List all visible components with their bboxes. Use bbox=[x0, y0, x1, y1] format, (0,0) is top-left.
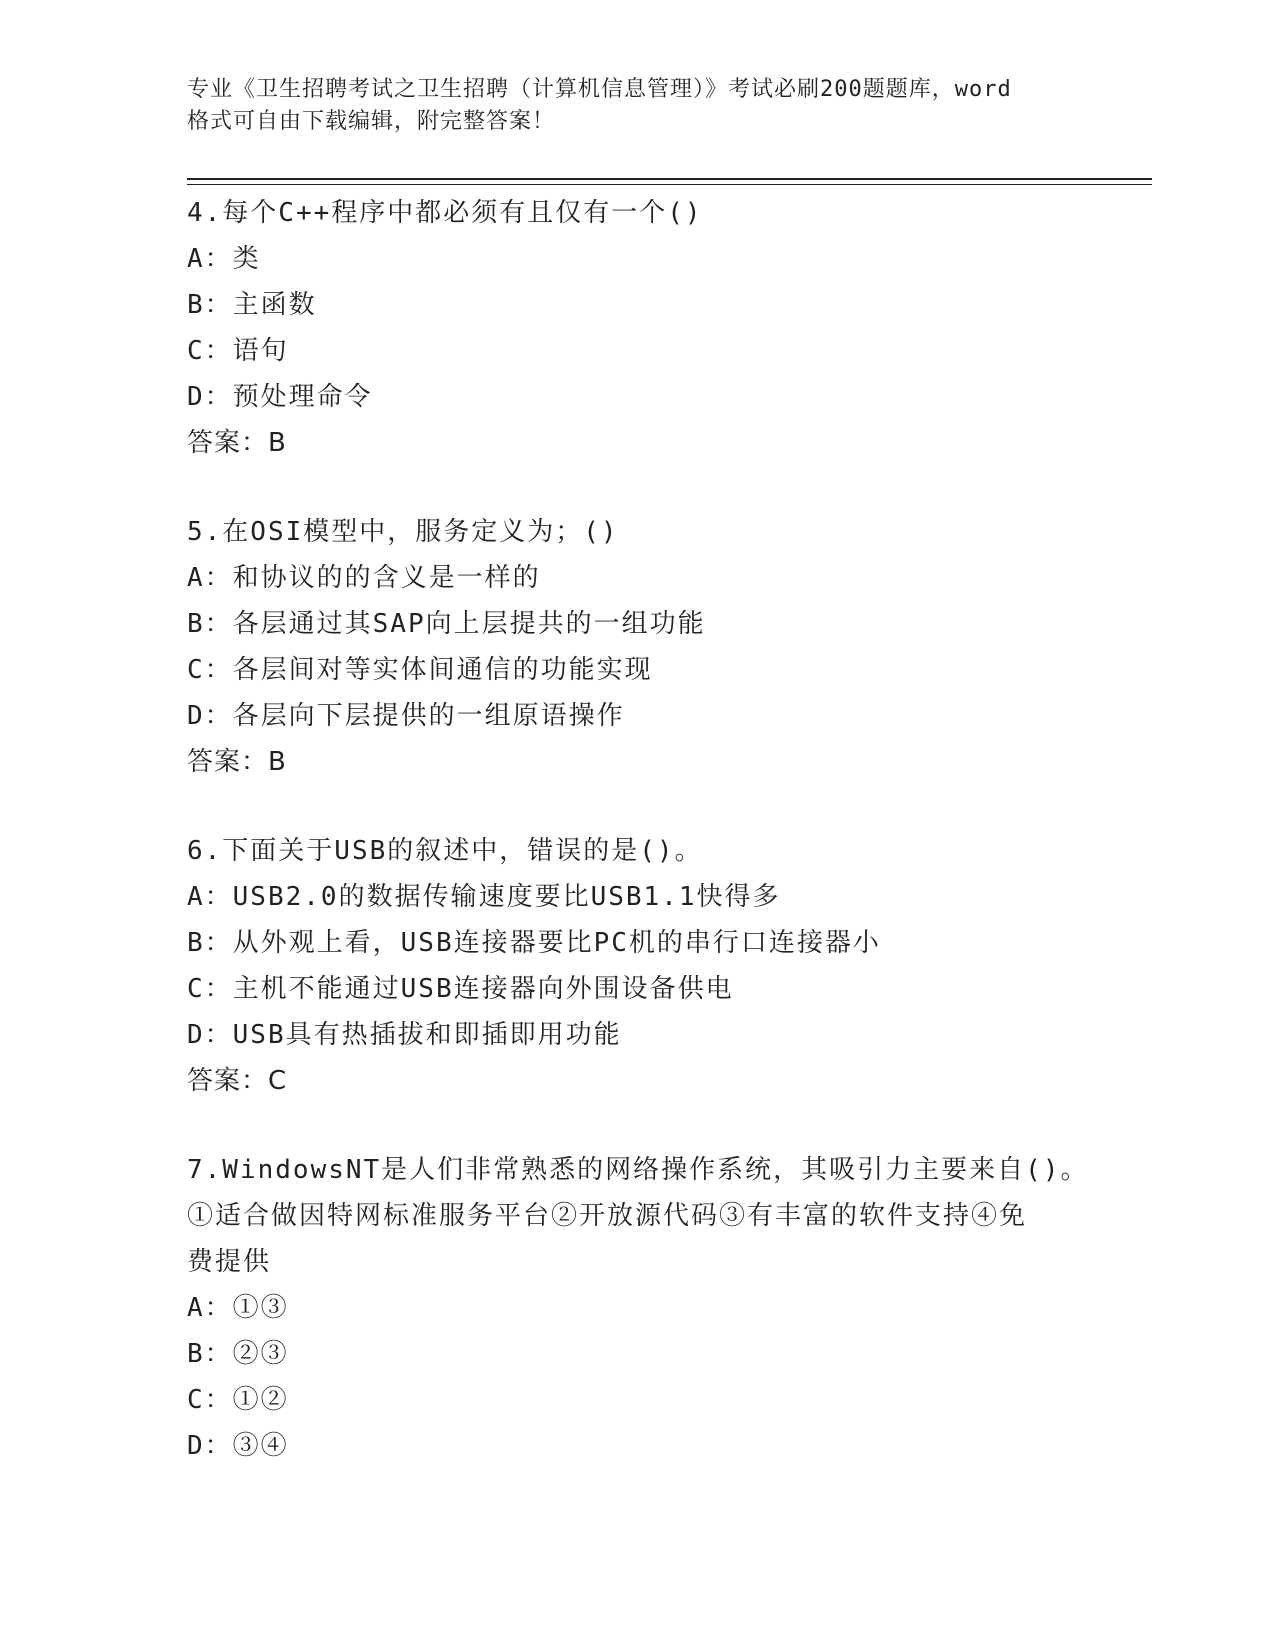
question-list bbox=[187, 190, 1147, 1512]
option-c: C：各层间对等实体间通信的功能实现 bbox=[187, 655, 653, 685]
question-6 bbox=[187, 828, 1147, 1104]
header-divider-thin bbox=[187, 184, 1152, 185]
option-d: D：预处理命令 bbox=[187, 382, 373, 412]
question-5 bbox=[187, 509, 1147, 785]
option-a: A：USB2.0的数据传输速度要比USB1.1快得多 bbox=[187, 882, 781, 912]
answer-line: 答案：B bbox=[187, 747, 287, 777]
option-a: A：①③ bbox=[187, 1293, 289, 1323]
question-stem: 7.WindowsNT是人们非常熟悉的网络操作系统，其吸引力主要来自()。 bbox=[187, 1155, 1089, 1185]
question-7 bbox=[187, 1147, 1147, 1469]
header-divider-thick bbox=[187, 178, 1152, 180]
option-c: C：主机不能通过USB连接器向外围设备供电 bbox=[187, 974, 734, 1004]
option-c: C：语句 bbox=[187, 336, 289, 366]
option-d: D：各层向下层提供的一组原语操作 bbox=[187, 701, 625, 731]
answer-line: 答案：B bbox=[187, 428, 287, 458]
question-stem: 5.在OSI模型中，服务定义为；() bbox=[187, 517, 619, 547]
question-4 bbox=[187, 190, 1147, 466]
document-header bbox=[187, 74, 1087, 138]
option-b: B：②③ bbox=[187, 1339, 289, 1369]
option-d: D：USB具有热插拔和即插即用功能 bbox=[187, 1020, 622, 1050]
header-line-2: 格式可自由下载编辑，附完整答案！ bbox=[187, 109, 556, 134]
question-stem-continued: 费提供 bbox=[187, 1247, 272, 1277]
question-stem: 4.每个C++程序中都必须有且仅有一个() bbox=[187, 198, 703, 228]
option-b: B：主函数 bbox=[187, 290, 317, 320]
option-b: B：从外观上看，USB连接器要比PC机的串行口连接器小 bbox=[187, 928, 881, 958]
header-line-1: 专业《卫生招聘考试之卫生招聘（计算机信息管理）》考试必刷200题题库，word bbox=[187, 77, 1012, 102]
option-b: B：各层通过其SAP向上层提共的一组功能 bbox=[187, 609, 706, 639]
answer-line: 答案：C bbox=[187, 1066, 288, 1096]
question-stem-continued: ①适合做因特网标准服务平台②开放源代码③有丰富的软件支持④免 bbox=[187, 1201, 1028, 1231]
option-a: A：类 bbox=[187, 244, 261, 274]
option-a: A：和协议的的含义是一样的 bbox=[187, 563, 541, 593]
question-stem: 6.下面关于USB的叙述中，错误的是()。 bbox=[187, 836, 703, 866]
option-c: C：①② bbox=[187, 1385, 289, 1415]
option-d: D：③④ bbox=[187, 1431, 289, 1461]
